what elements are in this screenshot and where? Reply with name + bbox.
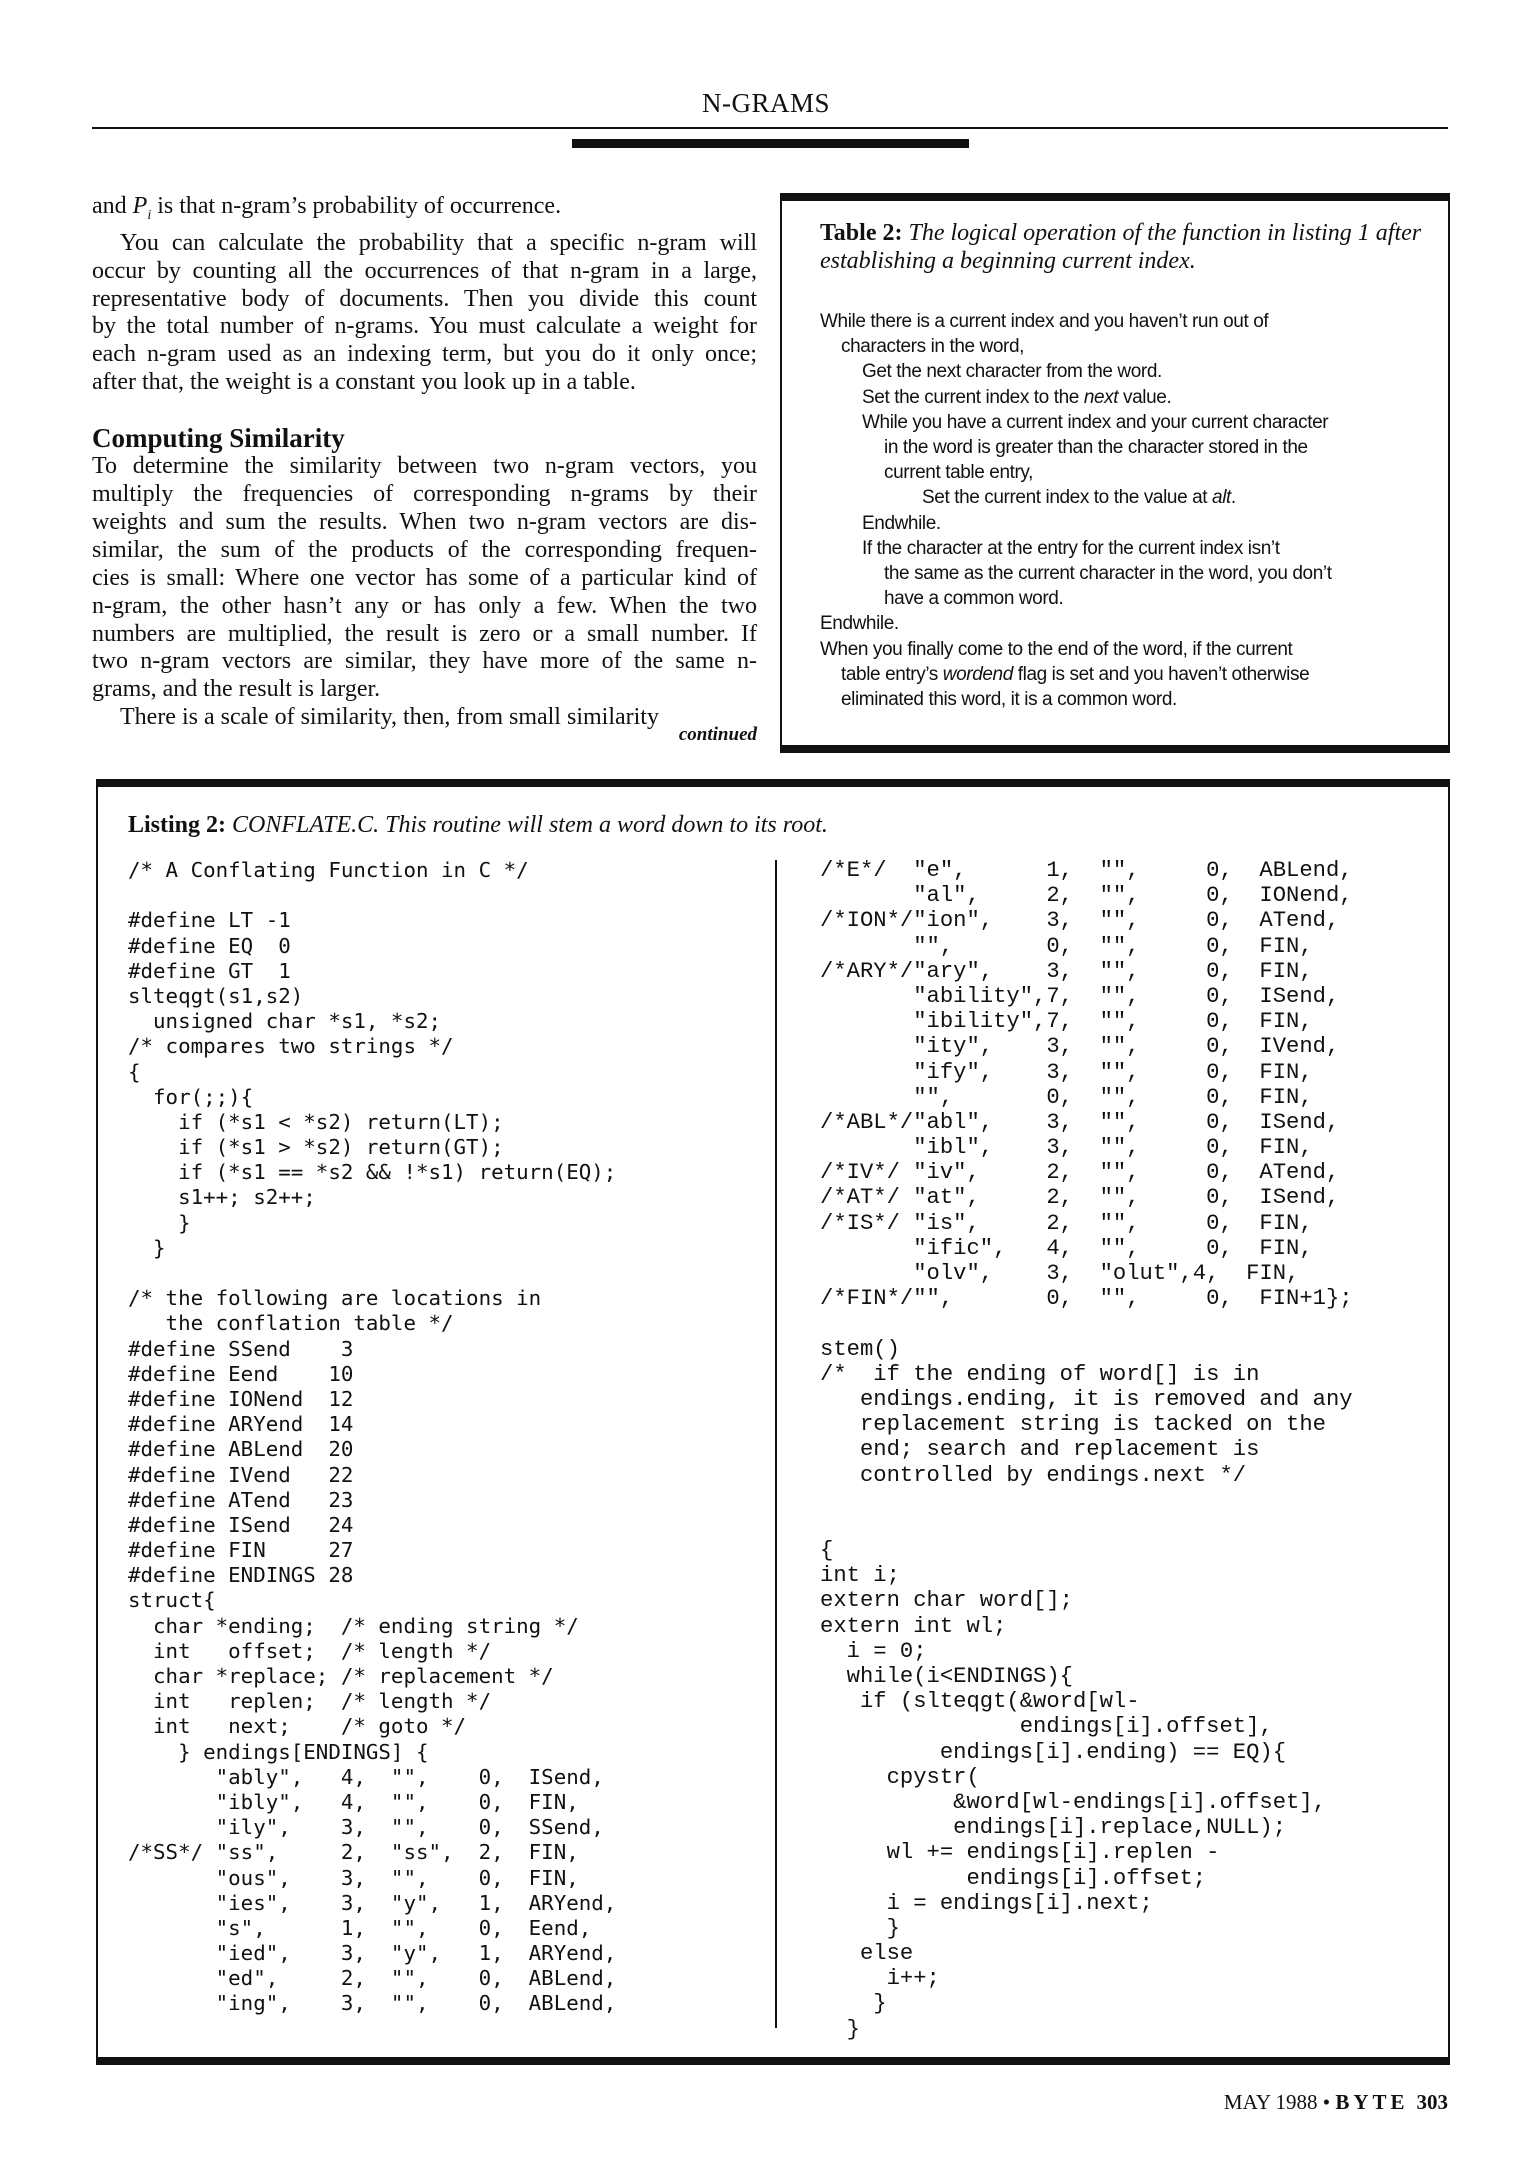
table-line — [820, 687, 1332, 712]
article-column — [92, 193, 757, 732]
paragraph-line: numbers are multiplied, the result is zero or a small number. If — [92, 620, 757, 647]
page-number: 303 — [1416, 2090, 1448, 2114]
page-footer — [1224, 2090, 1448, 2115]
code-line: #define SSend 3 — [128, 1336, 354, 1361]
code-line: "s", 1, "", 0, Eend, — [128, 1915, 592, 1940]
code-line: int next; /* goto */ — [128, 1714, 467, 1739]
code-line: "ify", 3, "", 0, FIN, — [820, 1059, 1313, 1085]
code-line: #define ISend 24 — [128, 1512, 354, 1537]
code-line: } — [820, 1991, 887, 2017]
table-2-box — [780, 193, 1450, 753]
code-line: controlled by endings.next */ — [820, 1462, 1247, 1488]
table-line — [820, 334, 1332, 359]
code-line — [128, 883, 616, 908]
code-line: #define LT -1 — [128, 908, 291, 933]
code-line: #define EQ 0 — [128, 933, 291, 958]
table-line-text: Endwhile. — [862, 512, 941, 534]
table-line-text: While there is a current index and you haven’t run out of — [820, 311, 1269, 332]
table-line — [820, 611, 1332, 636]
code-line: "ies", 3, "y", 1, ARYend, — [128, 1890, 617, 1915]
paragraph-line: multiply the frequencies of corresponding n-grams by their — [92, 481, 757, 508]
code-line: /*IV*/ "iv", 2, "", 0, ATend, — [820, 1160, 1340, 1186]
paragraph-line: by the total number of n-grams. You must calculate a weight for — [92, 313, 757, 340]
code-line: "ific", 4, "", 0, FIN, — [820, 1235, 1313, 1261]
code-line: struct{ — [128, 1588, 216, 1613]
section-heading: Computing Similarity — [92, 423, 345, 454]
table-line — [820, 637, 1332, 662]
table-line-emphasis: alt — [1212, 487, 1231, 509]
code-line: if (*s1 > *s2) return(GT); — [128, 1135, 504, 1160]
table-line-text: in the word is greater than the character stored in the — [884, 437, 1308, 459]
code-line: /*AT*/ "at", 2, "", 0, ISend, — [820, 1185, 1340, 1211]
table-line-text: flag is set and you haven’t otherwise — [1012, 663, 1310, 685]
code-line: for(;;){ — [128, 1084, 254, 1109]
code-line: if (*s1 == *s2 && !*s1) return(EQ); — [128, 1160, 617, 1185]
code-line — [820, 1513, 1353, 1538]
code-line: } — [128, 1210, 191, 1235]
table-line — [820, 410, 1332, 435]
variable: P — [132, 193, 148, 219]
text: and — [92, 193, 133, 219]
code-line: i++; — [820, 1966, 940, 1992]
code-line: int offset; /* length */ — [128, 1638, 492, 1663]
paragraph-line: similar, the sum of the products of the corresponding frequen- — [92, 536, 757, 563]
table-line — [820, 359, 1332, 384]
code-line: } — [820, 2016, 860, 2042]
header-bar — [572, 139, 969, 148]
code-line: wl += endings[i].replen - — [820, 1840, 1220, 1866]
paragraph-line: grams, and the result is larger. — [92, 676, 381, 703]
table-line — [820, 511, 1332, 536]
bullet: • — [1322, 2090, 1331, 2114]
table-line — [820, 385, 1332, 410]
code-line: cpystr( — [820, 1764, 980, 1790]
code-line: "ibly", 4, "", 0, FIN, — [128, 1789, 579, 1814]
code-line: s1++; s2++; — [128, 1185, 316, 1210]
listing-title — [128, 812, 828, 839]
code-line: #define ENDINGS 28 — [128, 1563, 354, 1588]
table-line-text: table entry’s — [841, 663, 943, 685]
table-line-emphasis: wordend — [942, 663, 1013, 685]
code-line: int i; — [820, 1563, 900, 1589]
listing-caption: CONFLATE.C. This routine will stem a word down to its root. — [232, 812, 828, 838]
code-line: /*SS*/ "ss", 2, "ss", 2, FIN, — [128, 1840, 579, 1865]
code-line: #define ARYend 14 — [128, 1412, 354, 1437]
code-line: extern char word[]; — [820, 1588, 1073, 1614]
code-line: #define ATend 23 — [128, 1487, 354, 1512]
code-line: } — [820, 1915, 900, 1941]
code-line: { — [820, 1538, 834, 1564]
code-line: /* the following are locations in — [128, 1286, 542, 1311]
code-line: endings[i].ending) == EQ){ — [820, 1739, 1287, 1765]
code-line: #define Eend 10 — [128, 1361, 354, 1386]
table-line-text: Endwhile. — [820, 613, 899, 635]
text: is that n-gram’s probability of occurrence. — [151, 193, 562, 219]
column-divider — [775, 860, 777, 2028]
paragraph-line: You can calculate the probability that a specific n-gram will — [120, 229, 757, 256]
code-line: "ied", 3, "y", 1, ARYend, — [128, 1941, 617, 1966]
code-line: if (slteqgt(&word[wl- — [820, 1689, 1140, 1715]
table-line-text: characters in the word, — [841, 336, 1024, 358]
code-line: /*IS*/ "is", 2, "", 0, FIN, — [820, 1210, 1313, 1236]
code-line — [820, 1488, 1353, 1513]
code-line: } endings[ENDINGS] { — [128, 1739, 429, 1764]
paragraph-line: cies is small: Where one vector has some of a particular kind of — [92, 564, 757, 591]
code-line: #define FIN 27 — [128, 1538, 354, 1563]
paragraph-line: occur by counting all the occurrences of that n-gram in a large, — [92, 257, 757, 284]
table-line-text: While you have a current index and your current character — [862, 411, 1329, 433]
code-line: the conflation table */ — [128, 1311, 454, 1336]
table-line-text: current table entry, — [884, 462, 1034, 484]
table-line-text: Set the current index to the value at — [922, 487, 1213, 509]
code-line: char *ending; /* ending string */ — [128, 1613, 579, 1638]
table-line-text: Set the current index to the — [862, 386, 1084, 408]
table-line — [820, 460, 1332, 485]
paragraph-line: n-gram, the other hasn’t any or has only a few. When the two — [92, 592, 757, 619]
code-line: "", 0, "", 0, FIN, — [820, 933, 1313, 959]
code-line: else — [820, 1941, 914, 1967]
table-line-text: eliminated this word, it is a common word. — [841, 689, 1177, 711]
table-caption: The logical operation of the function in listing 1 after establishing a beginning current index. — [820, 220, 1422, 274]
issue-date: MAY 1988 — [1223, 2090, 1318, 2114]
table-line-text: If the character at the entry for the current index isn’t — [862, 537, 1280, 559]
code-line: "ably", 4, "", 0, ISend, — [128, 1764, 604, 1789]
code-line: /*ABL*/"abl", 3, "", 0, ISend, — [820, 1109, 1340, 1135]
table-line — [820, 435, 1332, 460]
table-line-text: Get the next character from the word. — [862, 361, 1162, 383]
code-column-right — [820, 858, 1353, 2042]
code-line: "olv", 3, "olut",4, FIN, — [820, 1261, 1300, 1286]
code-line: "ibl", 3, "", 0, FIN, — [820, 1135, 1313, 1161]
table-label: Table 2: — [820, 220, 903, 246]
paragraph-line: weights and sum the results. When two n-gram vectors are dis- — [92, 508, 757, 535]
code-line: "ily", 3, "", 0, SSend, — [128, 1815, 604, 1840]
table-line-emphasis: next — [1083, 386, 1119, 408]
paragraph-line: To determine the similarity between two n-gram vectors, you — [92, 453, 757, 480]
table-line-text: have a common word. — [884, 588, 1064, 610]
header-rule — [92, 127, 1448, 129]
paragraph-line: each n-gram used as an indexing term, but you do it only once; — [92, 341, 757, 368]
code-line: #define ABLend 20 — [128, 1437, 354, 1462]
code-line: { — [128, 1059, 141, 1084]
code-line: while(i<ENDINGS){ — [820, 1664, 1073, 1689]
code-line: unsigned char *s1, *s2; — [128, 1009, 442, 1034]
paragraph — [92, 230, 757, 397]
table-line — [820, 662, 1332, 687]
code-line: "al", 2, "", 0, IONend, — [820, 883, 1353, 909]
magazine-name: BYTE — [1335, 2090, 1409, 2114]
code-line: "ity", 3, "", 0, IVend, — [820, 1034, 1340, 1060]
table-line-text: the same as the current character in the word, you don’t — [884, 563, 1332, 585]
code-line: endings[i].offset], — [820, 1714, 1273, 1740]
table-title — [820, 219, 1430, 275]
paragraph-line: after that, the weight is a constant you look up in a table. — [92, 369, 636, 396]
code-line: "ability",7, "", 0, ISend, — [820, 983, 1340, 1009]
table-line — [820, 561, 1332, 586]
code-line: int replen; /* length */ — [128, 1689, 492, 1714]
paragraph-line: two n-gram vectors are similar, they have more of the same n- — [92, 648, 757, 675]
paragraph-line: There is a scale of similarity, then, from small similarity — [120, 704, 659, 731]
listing-label: Listing 2: — [128, 812, 227, 838]
code-line: /* if the ending of word[] is in — [820, 1361, 1260, 1387]
table-body — [820, 309, 1332, 712]
code-line: replacement string is tacked on the — [820, 1412, 1326, 1438]
code-line: /*ION*/"ion", 3, "", 0, ATend, — [820, 908, 1340, 934]
code-line: stem() — [820, 1336, 900, 1362]
code-line: i = 0; — [820, 1638, 927, 1664]
code-line: i = endings[i].next; — [820, 1890, 1153, 1916]
continued-label: continued — [678, 724, 757, 745]
code-line: endings.ending, it is removed and any — [820, 1386, 1353, 1412]
paragraph-line: representative body of documents. Then you divide this count — [92, 285, 757, 312]
code-line: } — [128, 1235, 166, 1260]
code-line: #define GT 1 — [128, 958, 291, 983]
table-line-text: . — [1230, 487, 1236, 509]
table-line — [820, 309, 1332, 334]
code-line: &word[wl-endings[i].offset], — [820, 1789, 1326, 1815]
code-line — [820, 1311, 1353, 1336]
code-line: "", 0, "", 0, FIN, — [820, 1084, 1313, 1110]
table-line — [820, 485, 1332, 510]
code-line: /*E*/ "e", 1, "", 0, ABLend, — [820, 858, 1353, 883]
subscript: i — [147, 207, 152, 223]
code-line: /* A Conflating Function in C */ — [128, 858, 529, 882]
code-line: endings[i].replace,NULL); — [820, 1815, 1287, 1841]
code-line: /* compares two strings */ — [128, 1034, 454, 1059]
paragraph-line — [92, 193, 757, 230]
code-line: "ibility",7, "", 0, FIN, — [820, 1009, 1313, 1035]
code-line: endings[i].offset; — [820, 1865, 1207, 1891]
code-line: char *replace; /* replacement */ — [128, 1664, 554, 1688]
code-line: if (*s1 < *s2) return(LT); — [128, 1109, 504, 1134]
table-line — [820, 586, 1332, 611]
code-line: /*ARY*/"ary", 3, "", 0, FIN, — [820, 958, 1313, 984]
code-line: #define IONend 12 — [128, 1386, 354, 1411]
table-line — [820, 536, 1332, 561]
table-line-text: value. — [1118, 386, 1172, 408]
code-line: end; search and replacement is — [820, 1437, 1260, 1463]
running-head: N-GRAMS — [701, 88, 831, 118]
paragraph — [92, 453, 757, 704]
code-line: "ing", 3, "", 0, ABLend, — [128, 1991, 617, 2016]
code-line: #define IVend 22 — [128, 1462, 354, 1487]
code-line: /*FIN*/"", 0, "", 0, FIN+1}; — [820, 1286, 1353, 1312]
code-line: "ous", 3, "", 0, FIN, — [128, 1865, 579, 1890]
code-column-left — [128, 858, 616, 2017]
code-line: slteqgt(s1,s2) — [128, 983, 304, 1008]
code-line — [128, 1261, 616, 1286]
table-line-text: When you finally come to the end of the word, if the current — [820, 638, 1293, 660]
code-line: "ed", 2, "", 0, ABLend, — [128, 1966, 617, 1991]
code-line: extern int wl; — [820, 1613, 1007, 1639]
